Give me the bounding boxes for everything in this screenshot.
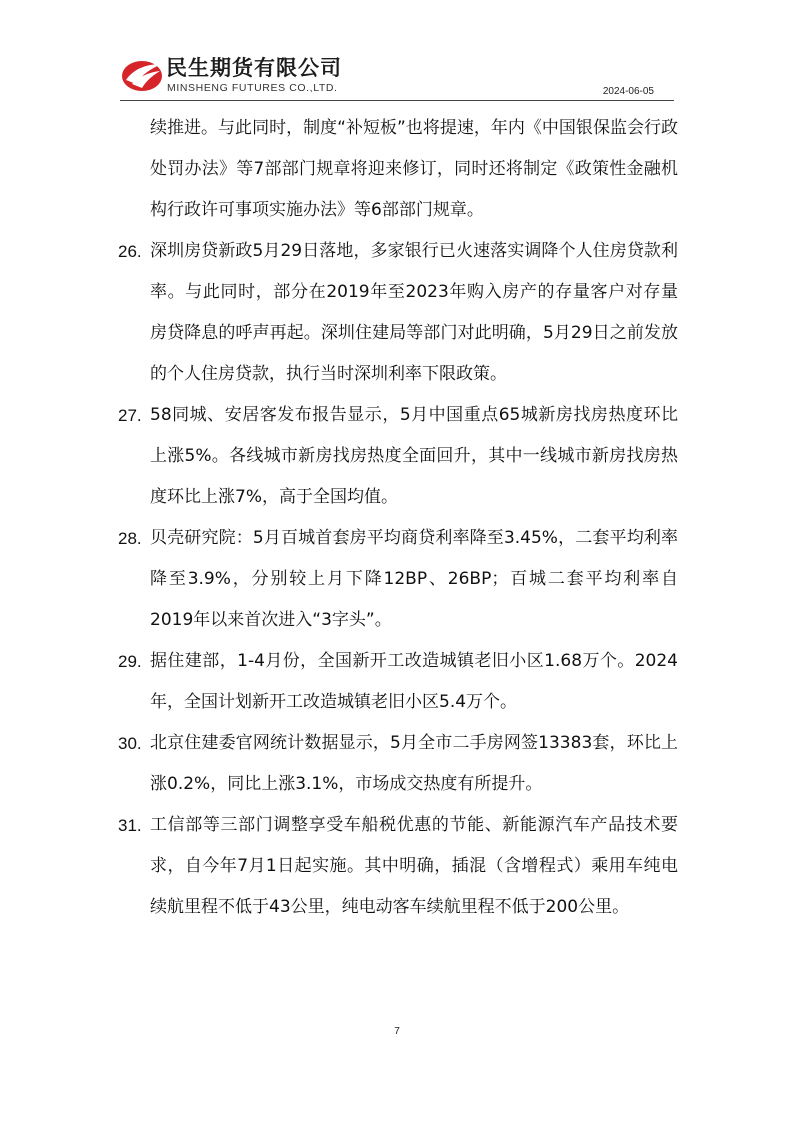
page-header: [120, 52, 674, 102]
company-name-cn: 民生期货有限公司: [166, 56, 342, 80]
item-number: 27.: [118, 406, 142, 425]
header-divider: [120, 100, 674, 101]
minsheng-logo-icon: [120, 54, 164, 94]
item-text: 北京住建委官网统计数据显示，5月全市二手房网签13383套，环比上涨0.2%，同比上涨3.1%，市场成交热度有所提升。: [150, 733, 678, 794]
item-text: 据住建部，1-4月份，全国新开工改造城镇老旧小区1.68万个。2024年，全国计划新开工改造城镇老旧小区5.4万个。: [150, 651, 678, 712]
item-text: 贝壳研究院：5月百城首套房平均商贷利率降至3.45%，二套平均利率降至3.9%，分别较上月下降12BP、26BP；百城二套平均利率自2019年以来首次进入“3字头”。: [150, 528, 678, 630]
item-number: 28.: [118, 529, 142, 548]
item-number: 31.: [118, 816, 142, 835]
item-number: 30.: [118, 734, 142, 753]
item-number: 29.: [118, 652, 142, 671]
list-item: [118, 395, 678, 518]
page-number: 7: [394, 1026, 400, 1037]
item-number: 26.: [118, 242, 142, 261]
item-text: 深圳房贷新政5月29日落地，多家银行已火速落实调降个人住房贷款利率。与此同时，部分在2019年至2023年购入房产的存量客户对存量房贷降息的呼声再起。深圳住建局等部门对此明确，5月29日之前发放的个人住房贷款，执行当时深圳利率下限政策。: [150, 241, 678, 384]
list-item: [118, 723, 678, 805]
report-date: 2024-06-05: [602, 86, 654, 97]
continued-paragraph: [118, 108, 678, 231]
list-item: [118, 641, 678, 723]
news-list: [118, 108, 678, 928]
company-name-en: MINSHENG FUTURES CO.,LTD.: [167, 82, 338, 94]
item-text: 工信部等三部门调整享受车船税优惠的节能、新能源汽车产品技术要求，自今年7月1日起实施。其中明确，插混（含增程式）乘用车纯电续航里程不低于43公里，纯电动客车续航里程不低于200公里。: [150, 815, 678, 917]
continued-text: 续推进。与此同时，制度“补短板”也将提速，年内《中国银保监会行政处罚办法》等7部部门规章将迎来修订，同时还将制定《政策性金融机构行政许可事项实施办法》等6部部门规章。: [150, 118, 678, 220]
list-item: [118, 805, 678, 928]
list-item: [118, 231, 678, 395]
item-text: 58同城、安居客发布报告显示，5月中国重点65城新房找房热度环比上涨5%。各线城市新房找房热度全面回升，其中一线城市新房找房热度环比上涨7%，高于全国均值。: [150, 405, 678, 507]
list-item: [118, 518, 678, 641]
